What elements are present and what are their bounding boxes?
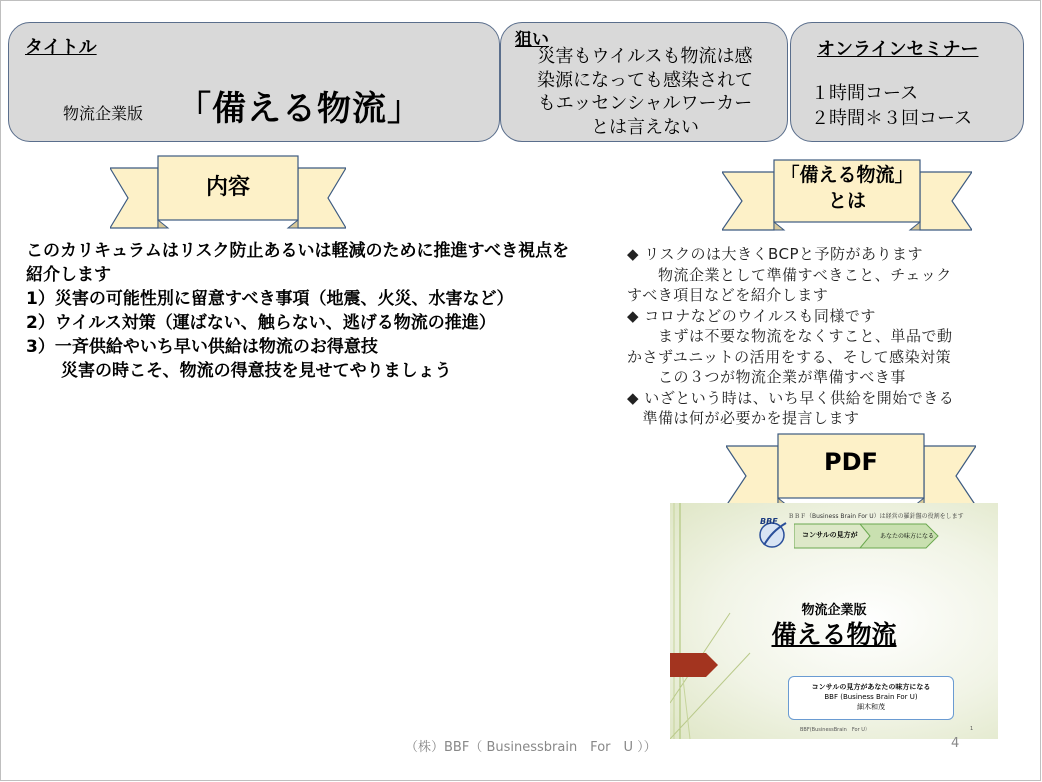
aim-line: 災害もウイルスも物流は感 bbox=[537, 46, 753, 67]
thumb-logo bbox=[756, 515, 792, 551]
about-line: この３つが物流企業が準備すべき事 bbox=[627, 368, 906, 386]
footer-company: （株）BBF（ Businessbrain For U ）） bbox=[405, 740, 657, 755]
thumb-logo-text: BBF bbox=[760, 517, 778, 526]
curriculum-text bbox=[26, 239, 616, 383]
seminar-courses bbox=[811, 81, 972, 131]
seminar-label: オンラインセミナー bbox=[817, 39, 979, 60]
page-title: 「備える物流」 bbox=[177, 89, 422, 129]
curriculum-line: 紹介します bbox=[26, 265, 111, 285]
course-item: １時間コース bbox=[811, 83, 919, 104]
thumb-card-line: コンサルの見方があなたの味方になる bbox=[811, 683, 931, 691]
aim-line: とは言えない bbox=[591, 116, 699, 138]
about-line: ◆ リスクのは大きくBCPと予防があります bbox=[627, 245, 924, 263]
ribbon-content bbox=[110, 154, 346, 234]
curriculum-line: 2）ウイルス対策（運ばない、触らない、逃げる物流の推進） bbox=[26, 313, 496, 333]
pdf-thumbnail[interactable] bbox=[670, 503, 998, 739]
about-line: ◆ コロナなどのウイルスも同様です bbox=[627, 306, 876, 325]
about-line: すべき項目などを紹介します bbox=[627, 286, 829, 304]
thumb-footer: BBF(BusinessBrain For U） bbox=[800, 727, 870, 733]
aim-line: 染源になっても感染されて bbox=[537, 69, 753, 91]
title-label: タイトル bbox=[25, 37, 97, 58]
curriculum-line: 1）災害の可能性別に留意すべき事項（地震、火災、水害など） bbox=[26, 289, 514, 309]
aim-label: 狙い bbox=[515, 30, 549, 50]
about-line: かさずユニットの活用をする、そして感染対策 bbox=[627, 347, 952, 366]
title-box bbox=[8, 22, 500, 142]
ribbon-about bbox=[722, 158, 972, 236]
ribbon-pdf-label: PDF bbox=[824, 448, 878, 476]
aim-text bbox=[501, 45, 789, 139]
thumb-arrow1-label: コンサルの見方が bbox=[802, 531, 858, 539]
ribbon-pdf bbox=[726, 432, 976, 510]
thumb-arrows bbox=[794, 523, 940, 553]
about-line: まずは不要な物流をなくすこと、単品で動 bbox=[627, 327, 953, 345]
curriculum-line: このカリキュラムはリスク防止あるいは軽減のために推進すべき視点を bbox=[26, 241, 570, 261]
seminar-box bbox=[790, 22, 1024, 142]
about-text bbox=[627, 244, 1007, 429]
ribbon-content-label: 内容 bbox=[205, 175, 250, 200]
title-sub: 物流企業版 bbox=[63, 104, 144, 123]
thumb-page: 1 bbox=[970, 726, 974, 732]
thumb-card bbox=[788, 676, 954, 720]
thumb-card-line: BBF (Business Brain For U) bbox=[824, 693, 918, 701]
ribbon-about-label bbox=[774, 162, 920, 214]
course-item: ２時間＊３回コース bbox=[811, 108, 973, 129]
curriculum-line: 災害の時こそ、物流の得意技を見せてやりましょう bbox=[44, 361, 452, 381]
thumb-header: ＢＢＦ（Business Brain For U）は経営の羅針盤の役割をします bbox=[788, 513, 964, 520]
about-line: 物流企業として準備すべきこと、チェック bbox=[627, 265, 952, 284]
aim-box bbox=[500, 22, 788, 142]
thumb-card-line: 細木和茂 bbox=[857, 703, 885, 711]
thumb-title: 備える物流 bbox=[771, 620, 897, 649]
curriculum-line: 3）一斉供給やいち早い供給は物流のお得意技 bbox=[26, 337, 378, 357]
aim-line: もエッセンシャルワーカー bbox=[537, 93, 753, 114]
ribbon-about-line: とは bbox=[827, 190, 866, 212]
footer-page-number: 4 bbox=[951, 736, 960, 751]
thumb-subtitle: 物流企業版 bbox=[801, 603, 867, 618]
about-line: ◆ いざという時は、いち早く供給を開始できる bbox=[627, 388, 955, 407]
about-line: 準備は何が必要かを提言します bbox=[627, 409, 860, 427]
ribbon-about-line: 「備える物流」 bbox=[780, 164, 914, 186]
thumb-arrow2-label: あなたの味方になる bbox=[880, 533, 935, 540]
